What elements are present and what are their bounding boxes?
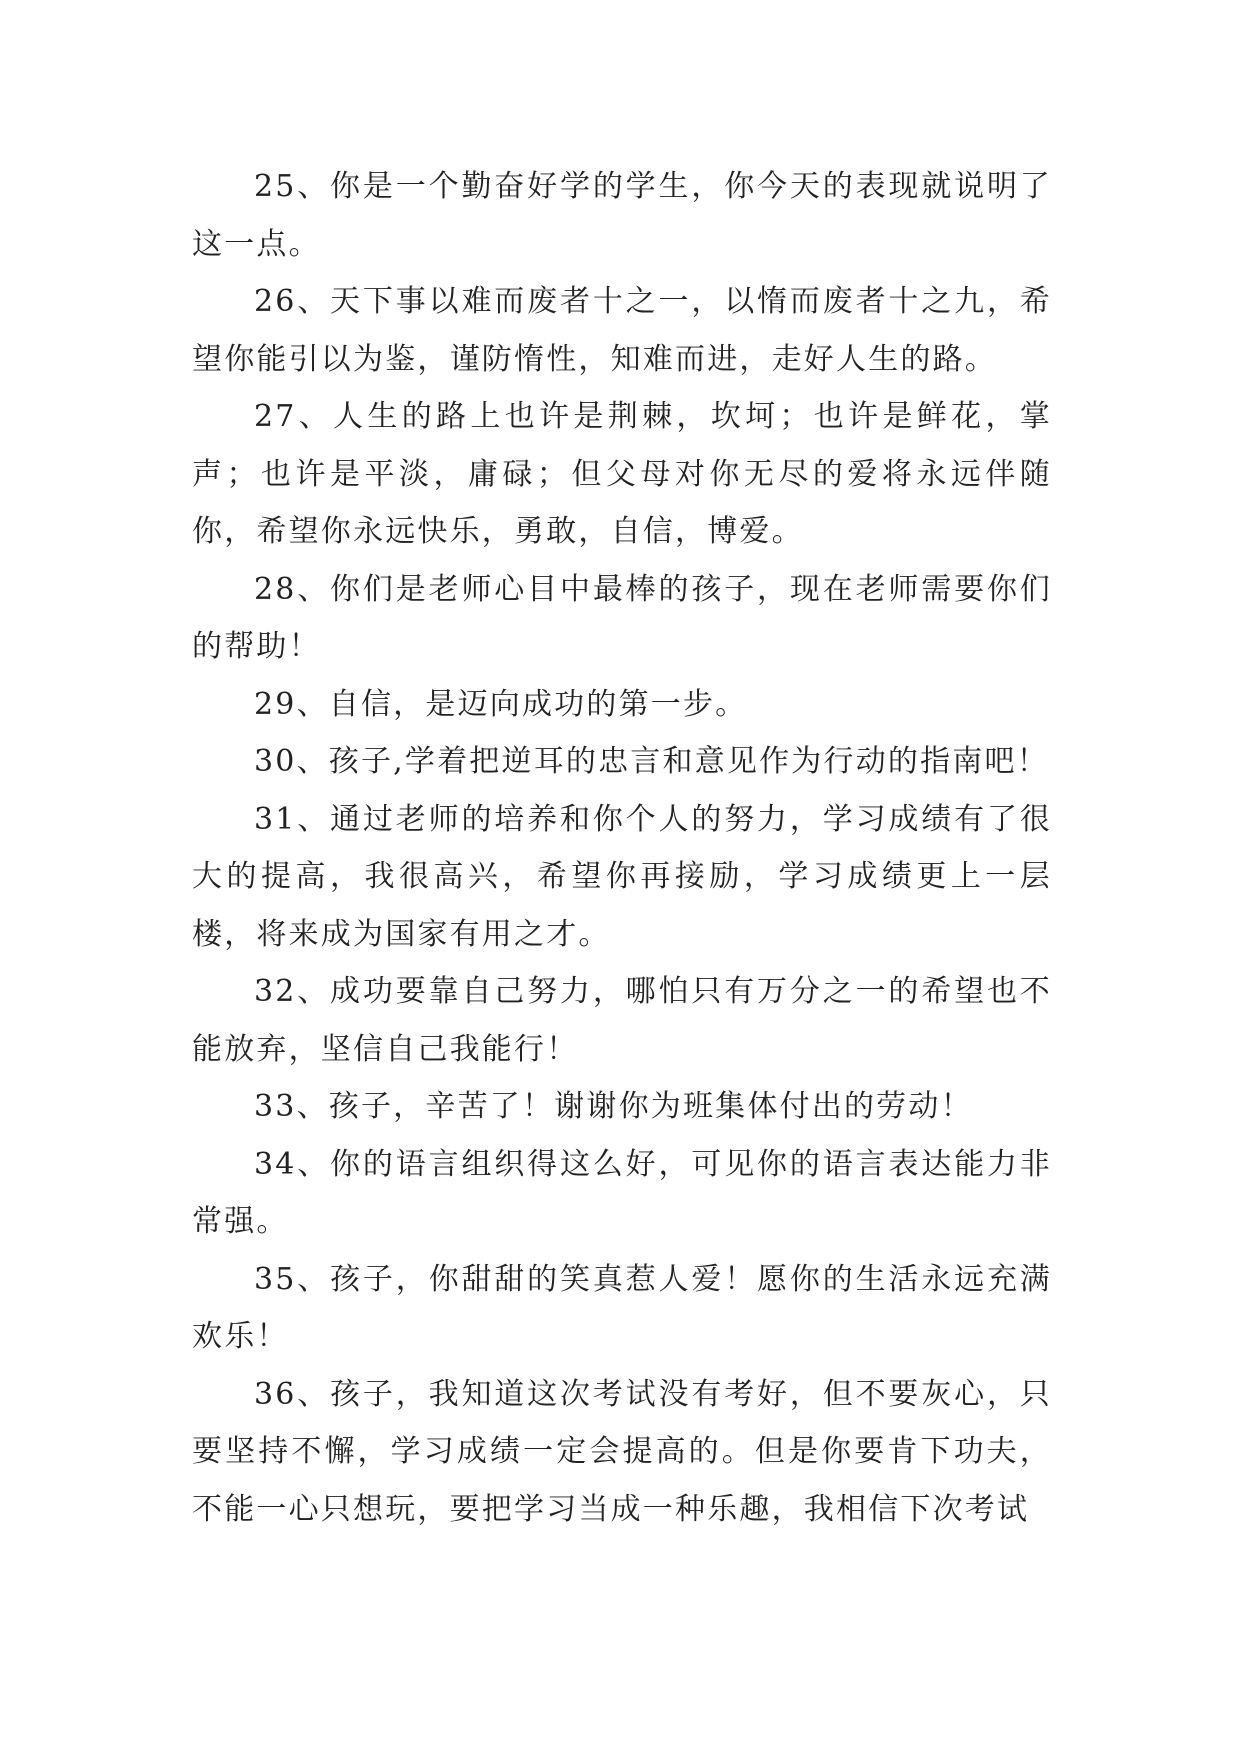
paragraph-32: 32、成功要靠自己努力，哪怕只有万分之一的希望也不能放弃，坚信自己我能行！ — [192, 974, 1052, 1067]
paragraph-27: 27、人生的路上也许是荆棘，坎坷；也许是鲜花，掌声；也许是平淡，庸碌；但父母对你无尽的爱将永远伴随你，希望你永远快乐，勇敢，自信，博爱。 — [192, 399, 1052, 549]
paragraph-28: 28、你们是老师心目中最棒的孩子，现在老师需要你们的帮助！ — [192, 571, 1052, 664]
paragraph-33: 33、孩子，辛苦了！谢谢你为班集体付出的劳动！ — [254, 1089, 973, 1124]
paragraph-34: 34、你的语言组织得这么好，可见你的语言表达能力非常强。 — [192, 1146, 1052, 1239]
document-body — [192, 158, 1052, 1538]
paragraph-25: 25、你是一个勤奋好学的学生，你今天的表现就说明了这一点。 — [192, 169, 1052, 262]
paragraph-29: 29、自信，是迈向成功的第一步。 — [254, 686, 748, 722]
paragraph-35: 35、孩子，你甜甜的笑真惹人爱！愿你的生活永远充满欢乐！ — [192, 1261, 1052, 1354]
paragraph-31: 31、通过老师的培养和你个人的努力，学习成绩有了很大的提高，我很高兴，希望你再接励，学习成绩更上一层楼，将来成为国家有用之才。 — [192, 801, 1052, 952]
paragraph-30: 30、孩子,学着把逆耳的忠言和意见作为行动的指南吧！ — [254, 744, 1049, 779]
paragraph-36: 36、孩子，我知道这次考试没有考好，但不要灰心，只要坚持不懈，学习成绩一定会提高的。但是你要肯下功夫，不能一心只想玩，要把学习当成一种乐趣，我相信下次考试 — [192, 1376, 1052, 1527]
paragraph-26: 26、天下事以难而废者十之一，以惰而废者十之九，希望你能引以为鉴，谨防惰性，知难而进，走好人生的路。 — [192, 284, 1052, 377]
